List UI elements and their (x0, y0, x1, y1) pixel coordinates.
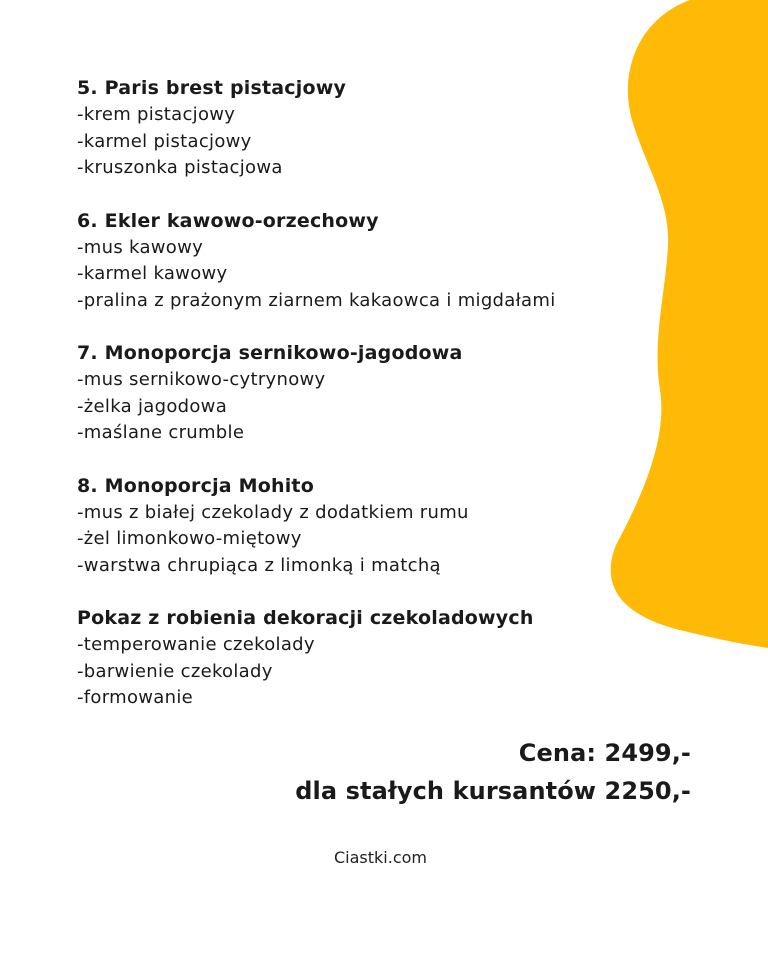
list-item: -krem pistacjowy (77, 104, 236, 125)
section-title: 5. Paris brest pistacjowy (77, 77, 347, 99)
list-item: -mus z białej czekolady z dodatkiem rumu (77, 501, 469, 523)
list-item: -kruszonka pistacjowa (77, 157, 283, 178)
list-item: -karmel kawowy (77, 263, 228, 284)
menu-section-7 (77, 339, 677, 447)
section-title: 7. Monoporcja sernikowo-jagodowa (77, 342, 463, 364)
menu-section-demo (77, 604, 677, 712)
section-title: 6. Ekler kawowo-orzechowy (77, 209, 379, 232)
list-item: -maślane crumble (77, 422, 245, 443)
footer-site-name: Ciastki.com (334, 848, 427, 867)
menu-section-6 (77, 207, 677, 315)
list-item: -pralina z prażonym ziarnem kakaowca i migdałami (77, 289, 556, 311)
menu-section-8 (77, 472, 677, 580)
price-regular-customers: dla stałych kursantów 2250,- (295, 777, 691, 805)
list-item: -warstwa chrupiąca z limonką i matchą (77, 554, 441, 576)
list-item: -mus sernikowo-cytrynowy (77, 369, 326, 390)
price-block (295, 734, 691, 810)
menu-section-5 (77, 74, 677, 182)
list-item: -karmel pistacjowy (77, 130, 252, 152)
list-item: -temperowanie czekolady (77, 634, 315, 655)
list-item: -formowanie (77, 687, 194, 708)
list-item: -barwienie czekolady (77, 660, 273, 682)
menu-content (77, 74, 677, 737)
list-item: -żel limonkowo-miętowy (77, 528, 302, 549)
section-title: 8. Monoporcja Mohito (77, 474, 314, 497)
list-item: -mus kawowy (77, 236, 204, 258)
section-title: Pokaz z robienia dekoracji czekoladowych (77, 607, 534, 629)
price-main: Cena: 2499,- (518, 739, 691, 767)
list-item: -żelka jagodowa (77, 395, 228, 417)
